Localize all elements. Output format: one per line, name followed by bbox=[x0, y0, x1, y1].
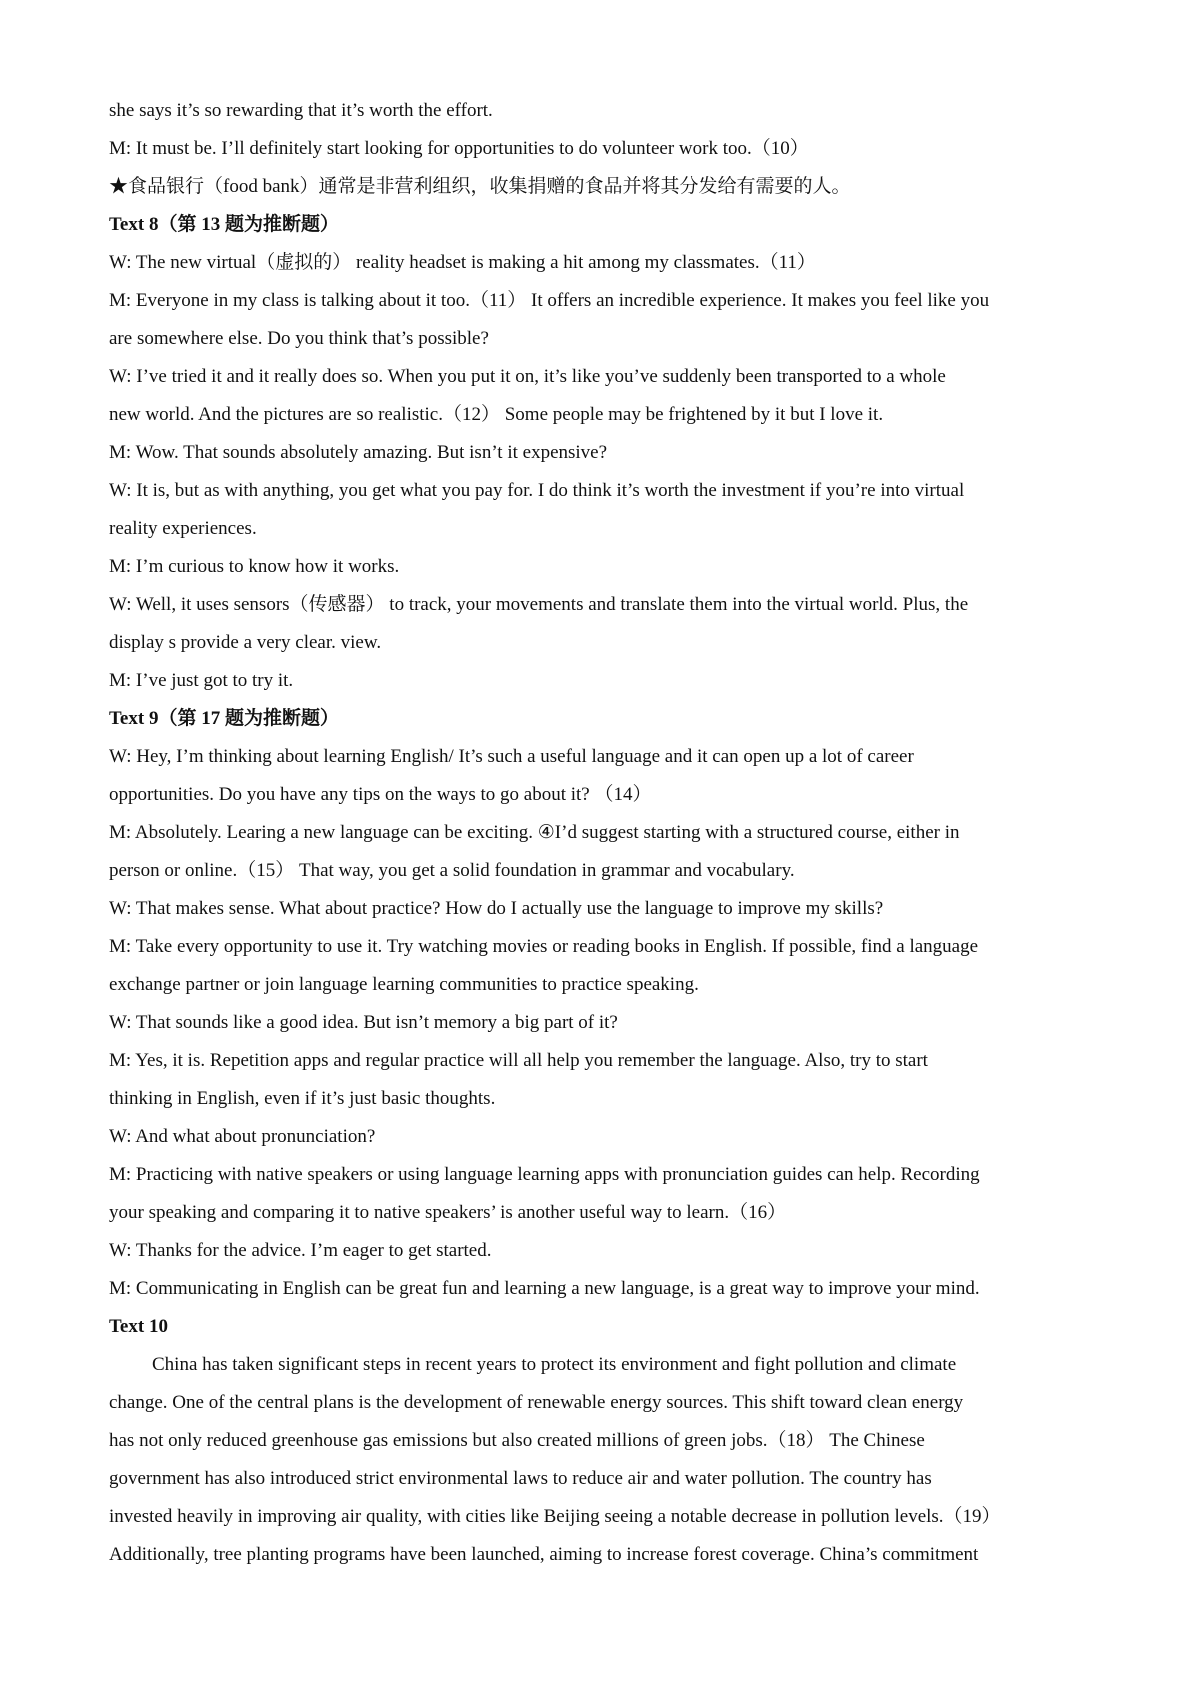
dialogue-line: M: Wow. That sounds absolutely amazing. But isn’t it expensive? bbox=[109, 442, 608, 463]
dialogue-line: M: Yes, it is. Repetition apps and regular practice will all help you remember the language. Also, try to start bbox=[109, 1050, 928, 1071]
dialogue-line: W: Hey, I’m thinking about learning English/ It’s such a useful language and it can open up a lot of career bbox=[109, 746, 914, 767]
dialogue-line: W: Well, it uses sensors（传感器） to track, your movements and translate them into the virtual world. Plus, the bbox=[109, 594, 969, 615]
dialogue-line: display s provide a very clear. view. bbox=[109, 632, 382, 653]
document-page bbox=[109, 92, 1109, 1574]
dialogue-line: W: That sounds like a good idea. But isn’t memory a big part of it? bbox=[109, 1012, 618, 1033]
dialogue-line: W: And what about pronunciation? bbox=[109, 1126, 376, 1147]
paragraph-line: invested heavily in improving air quality, with cities like Beijing seeing a notable decrease in pollution levels.（19） bbox=[109, 1506, 1001, 1527]
dialogue-line: M: Take every opportunity to use it. Try watching movies or reading books in English. If possible, find a language bbox=[109, 936, 979, 957]
paragraph-line: Additionally, tree planting programs have been launched, aiming to increase forest coverage. China’s commitment bbox=[109, 1544, 979, 1565]
dialogue-line: reality experiences. bbox=[109, 518, 257, 539]
dialogue-line: thinking in English, even if it’s just basic thoughts. bbox=[109, 1088, 496, 1109]
text-line: she says it’s so rewarding that it’s worth the effort. bbox=[109, 100, 493, 121]
dialogue-line: exchange partner or join language learning communities to practice speaking. bbox=[109, 974, 699, 995]
dialogue-line: M: I’m curious to know how it works. bbox=[109, 556, 400, 577]
dialogue-line: W: The new virtual（虚拟的） reality headset is making a hit among my classmates.（11） bbox=[109, 252, 816, 273]
dialogue-line: new world. And the pictures are so realistic.（12） Some people may be frightened by it but I love it. bbox=[109, 404, 884, 425]
section-heading-text-10: Text 10 bbox=[109, 1316, 168, 1337]
dialogue-line: M: Everyone in my class is talking about it too.（11） It offers an incredible experience. It makes you feel like you bbox=[109, 290, 990, 311]
dialogue-line: are somewhere else. Do you think that’s possible? bbox=[109, 328, 489, 349]
dialogue-line: W: Thanks for the advice. I’m eager to get started. bbox=[109, 1240, 492, 1261]
dialogue-line: M: It must be. I’ll definitely start looking for opportunities to do volunteer work too.（10） bbox=[109, 138, 809, 159]
paragraph-line: change. One of the central plans is the development of renewable energy sources. This shift toward clean energy bbox=[109, 1392, 964, 1413]
dialogue-line: your speaking and comparing it to native speakers’ is another useful way to learn.（16） bbox=[109, 1202, 787, 1223]
dialogue-line: opportunities. Do you have any tips on the ways to go about it? （14） bbox=[109, 784, 652, 805]
dialogue-line: M: I’ve just got to try it. bbox=[109, 670, 294, 691]
dialogue-line: W: That makes sense. What about practice? How do I actually use the language to improve my skills? bbox=[109, 898, 884, 919]
section-heading-text-8: Text 8（第 13 题为推断题） bbox=[109, 214, 339, 235]
dialogue-line: W: It is, but as with anything, you get what you pay for. I do think it’s worth the investment if you’re into virtual bbox=[109, 480, 965, 501]
section-heading-text-9: Text 9（第 17 题为推断题） bbox=[109, 708, 339, 729]
dialogue-line: person or online.（15） That way, you get a solid foundation in grammar and vocabulary. bbox=[109, 860, 795, 881]
dialogue-line: M: Communicating in English can be great fun and learning a new language, is a great way to improve your mind. bbox=[109, 1278, 980, 1299]
paragraph-line: has not only reduced greenhouse gas emissions but also created millions of green jobs.（18） The Chinese bbox=[109, 1430, 925, 1451]
note-line: ★食品银行（food bank）通常是非营利组织，收集捐赠的食品并将其分发给有需要的人。 bbox=[109, 176, 851, 197]
dialogue-line: W: I’ve tried it and it really does so. When you put it on, it’s like you’ve suddenly been transported to a whole bbox=[109, 366, 946, 387]
dialogue-line: M: Absolutely. Learing a new language can be exciting. ④I’d suggest starting with a structured course, either in bbox=[109, 822, 960, 843]
paragraph-line: China has taken significant steps in recent years to protect its environment and fight pollution and climate bbox=[152, 1354, 957, 1375]
paragraph-line: government has also introduced strict environmental laws to reduce air and water pollution. The country has bbox=[109, 1468, 932, 1489]
dialogue-line: M: Practicing with native speakers or using language learning apps with pronunciation guides can help. Recording bbox=[109, 1164, 980, 1185]
